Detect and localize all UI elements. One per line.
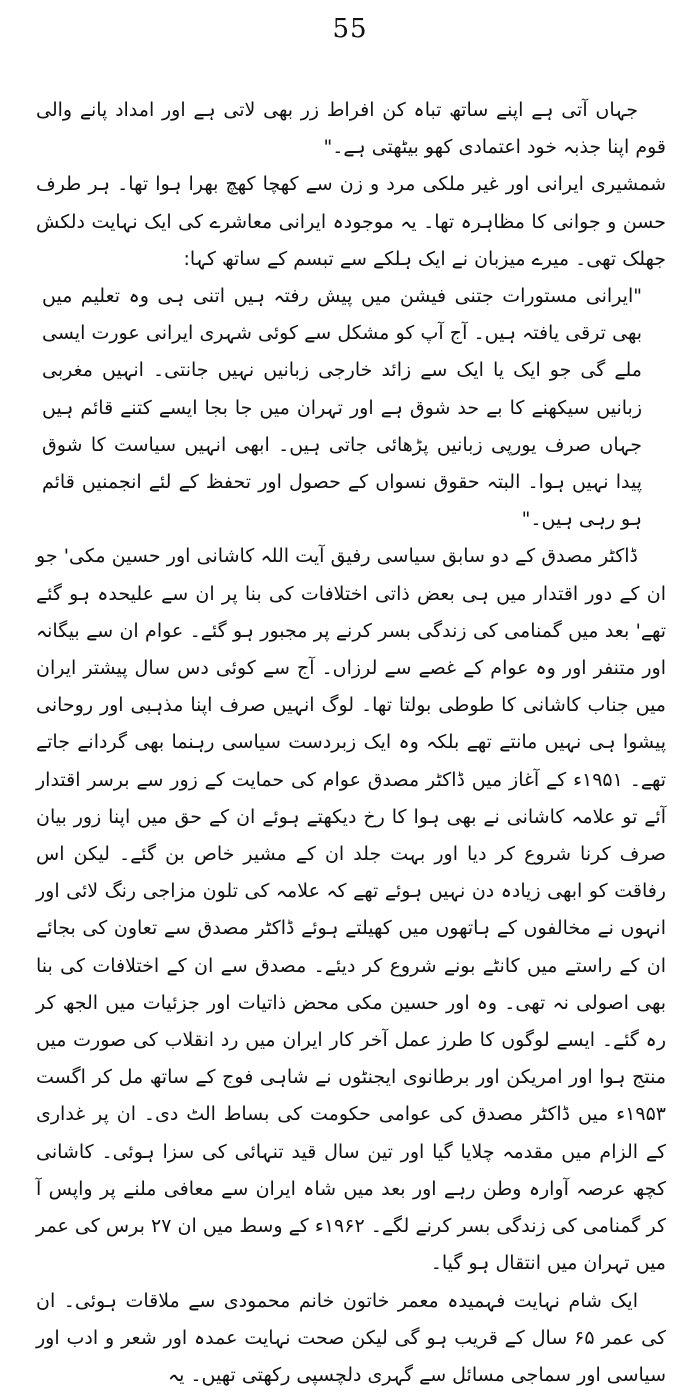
paragraph-khanum-mahmoudi: ایک شام نہایت فہمیدہ معمر خاتون خانم محمودی سے ملاقات ہوئی۔ ان کی عمر ۶۵ سال کے قریب ہو گی لیکن صحت نہایت عمدہ اور شعر و ادب اور سیاسی اور سماجی مسائل سے گہری دلچسپی رکھتی تھیں۔ یہ xyxy=(36,1283,666,1394)
page-text-body xyxy=(36,92,666,1394)
page-number: 55 xyxy=(0,14,700,44)
paragraph-quote-ending: جہاں آتی ہے اپنے ساتھ تباہ کن افراط زر بھی لاتی ہے اور امداد پانے والی قوم اپنا جذبہ خود اعتمادی کھو بیٹھتی ہے۔" xyxy=(36,92,666,166)
paragraph-host-quote: "ایرانی مستورات جتنی فیشن میں پیش رفتہ ہیں اتنی ہی وہ تعلیم میں بھی ترقی یافتہ ہیں۔ آج آپ کو مشکل سے کوئی شہری ایرانی عورت ایسی ملے گی جو ایک یا ایک سے زائد خارجی زبانیں نہیں جانتی۔ انہیں مغربی زبانیں سیکھنے کا بے حد شوق ہے اور تہران میں جا بجا ایسے کتنے قائم ہیں جہاں صرف یورپی زبانیں پڑھائی جاتی ہیں۔ ابھی انہیں سیاست کا شوق پیدا نہیں ہوا۔ البتہ حقوق نسواں کے حصول اور تحفظ کے لئے انجمنیں قائم ہو رہی ہیں۔" xyxy=(36,278,666,538)
paragraph-mosaddegh-history: ڈاکٹر مصدق کے دو سابق سیاسی رفیق آیت اللہ کاشانی اور حسین مکی' جو ان کے دور اقتدار میں ہی بعض ذاتی اختلافات کی بنا پر ان سے علیحدہ ہو گئے تھے' بعد میں گمنامی کی زندگی بسر کرنے پر مجبور ہو گئے۔ عوام ان سے بیگانہ اور متنفر اور وہ عوام کے غصے سے لرزاں۔ آج سے کوئی دس سال پیشتر ایران میں جناب کاشانی کا طوطی بولتا تھا۔ لوگ انہیں صرف اپنا مذہبی اور روحانی پیشوا ہی نہیں مانتے تھے بلکہ وہ ایک زبردست سیاسی رہنما بھی گردانے جاتے تھے۔ ۱۹۵۱ء کے آغاز میں ڈاکٹر مصدق عوام کی حمایت کے زور سے برسر اقتدار آئے تو علامہ کاشانی نے بھی ہوا کا رخ دیکھتے ہوئے ان کے حق میں اپنا زور بیان صرف کرنا شروع کر دیا اور بہت جلد ان کے مشیر خاص بن گئے۔ لیکن اس رفاقت کو ابھی زیادہ دن نہیں ہوئے تھے کہ علامہ کی تلون مزاجی رنگ لائی اور انہوں نے مخالفوں کے ہاتھوں میں کھیلتے ہوئے ڈاکٹر مصدق سے تعاون کی بجائے ان کے راستے میں کانٹے بونے شروع کر دیئے۔ مصدق سے ان کے اختلافات کی بنا بھی اصولی نہ تھی۔ وہ اور حسین مکی محض ذاتیات اور جزئیات میں الجھ کر رہ گئے۔ ایسے لوگوں کا طرز عمل آخر کار ایران میں رد انقلاب کی صورت میں منتج ہوا اور امریکن اور برطانوی ایجنٹوں نے شاہی فوج کے ساتھ مل کر اگست ۱۹۵۳ء میں ڈاکٹر مصدق کی عوامی حکومت کی بساط الٹ دی۔ ان پر غداری کے الزام میں مقدمہ چلایا گیا اور تین سال قید تنہائی کی سزا ہوئی۔ کاشانی کچھ عرصہ آوارہ وطن رہے اور بعد میں شاہ ایران سے معافی ملنے پر واپس آ کر گمنامی کی زندگی بسر کرنے لگے۔ ۱۹۶۲ء کے وسط میں ان ۲۷ برس کی عمر میں تہران میں انتقال ہو گیا۔ xyxy=(36,538,666,1282)
paragraph-shamshiri-description: شمشیری ایرانی اور غیر ملکی مرد و زن سے کھچا کھچ بھرا ہوا تھا۔ ہر طرف حسن و جوانی کا مظاہرہ تھا۔ یہ موجودہ ایرانی معاشرے کی ایک نہایت دلکش جھلک تھی۔ میرے میزبان نے ایک ہلکے سے تبسم کے ساتھ کہا: xyxy=(36,166,666,278)
